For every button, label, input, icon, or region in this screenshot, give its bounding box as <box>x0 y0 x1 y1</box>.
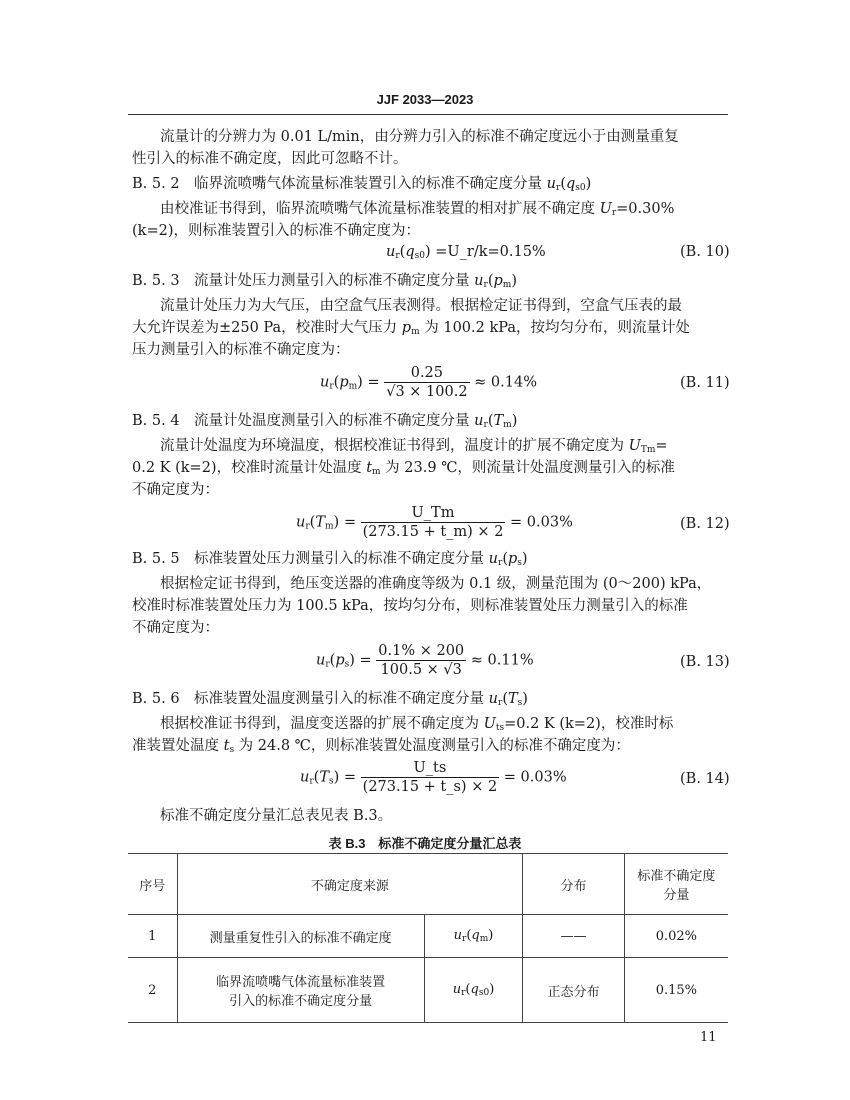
cell-no: 1 <box>128 915 177 958</box>
table-caption: 表 B.3 标准不确定度分量汇总表 <box>328 836 522 851</box>
equation-tag: (B. 13) <box>680 654 730 670</box>
section-heading-b55: B. 5. 5 标准装置处压力测量引入的标准不确定度分量 $u_r(p_s)$ <box>132 551 528 568</box>
fraction-numerator: U_ts <box>361 759 500 778</box>
header-rule <box>128 114 728 115</box>
section-heading-b56: B. 5. 6 标准装置处温度测量引入的标准不确定度分量 $u_r(T_s)$ <box>132 691 528 708</box>
equation-tag: (B. 14) <box>680 771 730 787</box>
header-source: 不确定度来源 <box>177 854 523 915</box>
text-line: 标准不确定度分量汇总表见表 B.3。 <box>160 808 393 824</box>
text-line: 不确定度为： <box>132 620 219 636</box>
text-line: 不确定度为： <box>132 482 219 498</box>
fraction-numerator: 0.1% × 200 <box>378 643 465 659</box>
text-line: 流量计处压力为大气压，由空盒气压表测得。根据检定证书得到，空盒气压表的最 <box>160 298 682 314</box>
text-line: 根据检定证书得到，绝压变送器的准确度等级为 0.1 级，测量范围为 (0～200) kPa， <box>160 576 712 592</box>
fraction-numerator: 0.25 <box>384 364 469 383</box>
text-line: 大允许误差为±250 Pa，校准时大气压力 $p_m$ 为 100.2 kPa，按均匀分布，则流量计处 <box>132 320 691 337</box>
fraction-numerator: U_Tm <box>361 504 506 523</box>
equation-b10: $u_r(q_{s0})$ =U_r/k=0.15% <box>386 244 546 261</box>
equation-b14: $u_r(T_s)$ = $\frac{U\_ts}{(273.15 + t\_s) \times 2}$ = 0.03% <box>300 760 567 795</box>
text-line: 流量计的分辨力为 0.01 L/min，由分辨力引入的标准不确定度远小于由测量重复 <box>160 129 679 145</box>
equation-tag: (B. 11) <box>680 375 730 391</box>
text-line: 性引入的标准不确定度，因此可忽略不计。 <box>132 151 408 167</box>
fraction-denominator: 100.5 × √3 <box>380 662 462 678</box>
table-header-row <box>128 854 728 915</box>
page-number: 11 <box>700 1030 717 1045</box>
cell-description: 临界流喷嘴气体流量标准装置 引入的标准不确定度分量 <box>177 958 424 1023</box>
equation-tag: (B. 10) <box>680 244 730 260</box>
text-line: 0.2 K (k=2)，校准时流量计处温度 $t_m$ 为 23.9 ℃，则流量计处温度测量引入的标准 <box>132 460 675 477</box>
text-line: 校准时标准装置处压力为 100.5 kPa，按均匀分布，则标准装置处压力测量引入的标准 <box>132 598 688 614</box>
cell-no: 2 <box>128 958 177 1023</box>
equation-b13: $u_r(p_s)$ = $\frac{0.1\% \times 200}{100.5 \times √3}$ ≈ 0.11% <box>316 643 534 678</box>
header-value: 标准不确定度 分量 <box>624 854 728 915</box>
fraction-denominator: (273.15 + t_s) × 2 <box>362 779 498 795</box>
text-line: 根据校准证书得到，温度变送器的扩展不确定度为 $U_{ts}=0.2$ K (k=2)，校准时标 <box>160 716 674 733</box>
text-line: 由校准证书得到，临界流喷嘴气体流量标准装置的相对扩展不确定度 $U_r=0.30\%$ <box>160 201 675 218</box>
cell-symbol: $u_r(q_m)$ <box>424 915 522 958</box>
section-heading-b53: B. 5. 3 流量计处压力测量引入的标准不确定度分量 $u_r(p_m)$ <box>132 273 517 290</box>
cell-value: 0.02% <box>624 915 728 958</box>
text-line: (k=2)，则标准装置引入的标准不确定度为： <box>132 223 420 239</box>
header-no: 序号 <box>128 854 177 915</box>
table-row <box>128 958 728 1023</box>
text-line: 准装置处温度 $t_s$ 为 24.8 ℃，则标准装置处温度测量引入的标准不确定度为： <box>132 738 630 755</box>
text-line: 流量计处温度为环境温度，根据校准证书得到，温度计的扩展不确定度为 $U_{Tm}=$ <box>160 438 668 455</box>
uncertainty-table <box>128 853 728 1023</box>
cell-description: 测量重复性引入的标准不确定度 <box>177 915 424 958</box>
equation-b11: $u_r(p_m)$ = $\frac{0.25}{√3 \times 100.2}$ ≈ 0.14% <box>320 365 537 400</box>
fraction-denominator: √3 × 100.2 <box>386 384 468 400</box>
section-heading-b54: B. 5. 4 流量计处温度测量引入的标准不确定度分量 $u_r(T_m)$ <box>132 413 518 430</box>
header-distribution: 分布 <box>523 854 625 915</box>
cell-value: 0.15% <box>624 958 728 1023</box>
table-row <box>128 915 728 958</box>
section-heading-b52: B. 5. 2 临界流喷嘴气体流量标准装置引入的标准不确定度分量 $u_r(q_{s0})$ <box>132 176 592 193</box>
equation-b12: $u_r(T_m)$ = $\frac{U\_Tm}{(273.15 + t\_m) \times 2}$ = 0.03% <box>296 505 573 540</box>
fraction-denominator: (273.15 + t_m) × 2 <box>362 524 504 540</box>
cell-symbol: $u_r(q_{s0})$ <box>424 958 522 1023</box>
equation-tag: (B. 12) <box>680 516 730 532</box>
page-header: JJF 2033—2023 <box>376 92 474 107</box>
cell-distribution: 正态分布 <box>523 958 625 1023</box>
cell-distribution: —— <box>523 915 625 958</box>
text-line: 压力测量引入的标准不确定度为： <box>132 342 350 358</box>
